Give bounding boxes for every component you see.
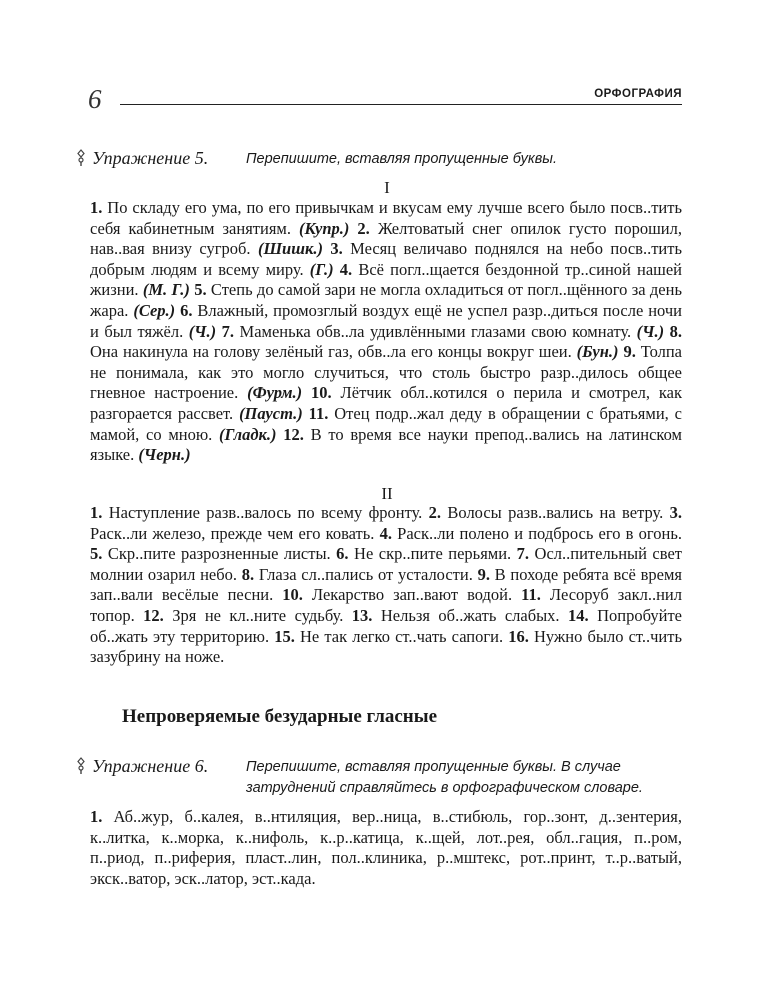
item-number: 4. <box>379 523 392 543</box>
sentence-text: В то время все науки препод..вались на латинском языке. <box>90 424 682 465</box>
exercise-6-label: Упражнение 6. <box>92 756 209 776</box>
page-header <box>88 84 682 124</box>
author-source: (Пауст.) <box>239 403 303 423</box>
exercise-marker-icon <box>74 149 88 167</box>
author-source: (Г.) <box>309 259 334 279</box>
item-number: 2. <box>349 218 370 238</box>
sentence-text: Нужно было ст..чить зазубрину на ноже. <box>90 626 682 667</box>
sentence-text: Попробуйте об..жать эту территорию. <box>90 605 682 646</box>
sentence-text: Всё погл..щается бездонной тр..синой нашей жизни. <box>90 259 683 300</box>
item-number: 9. <box>618 342 636 362</box>
sentence-text: Раск..ли полено и подбрось его в огонь. <box>391 523 682 543</box>
item-number: 1. <box>90 503 103 522</box>
exercise-6-instruction: Перепишите, вставляя пропущенные буквы. В случае затруднений справляйтесь в орфографическом словаре. <box>246 759 643 796</box>
item-number: 12. <box>276 424 304 444</box>
exercise-5-part-2-text <box>90 503 682 668</box>
item-number: 3. <box>322 239 343 259</box>
sentence-text: Толпа не понимала, как это могло случиться, что столь быстро разр..дилось общее гневное настроение. <box>90 342 682 403</box>
sentence-text: Месяц величаво поднялся на небо посв..тить добрым людям и всему миру. <box>90 239 682 279</box>
sentence-text: Лекарство зап..вают водой. <box>302 585 522 605</box>
author-source: (Купр.) <box>299 218 350 238</box>
item-number: 6. <box>175 300 193 320</box>
exercise-5-part-1-text <box>90 198 682 466</box>
sentence-text: Она накинула на голову зелёный газ, обв..ла его концы вокруг шеи. <box>90 342 577 362</box>
part-1-label: I <box>384 178 390 197</box>
author-source: (Ч.) <box>188 321 217 341</box>
exercise-5-label: Упражнение 5. <box>92 148 209 168</box>
sentence-text: Скр..пите разрозненные листы. <box>102 544 337 564</box>
exercise-5-instruction: Перепишите, вставляя пропущенные буквы. <box>246 151 557 167</box>
author-source: (М. Г.) <box>142 280 190 300</box>
sentence-text: Зря не кл..ните судьбу. <box>163 605 352 625</box>
item-number: 3. <box>669 503 682 522</box>
header-rule <box>120 104 682 105</box>
section-title: ОРФОГРАФИЯ <box>594 88 682 100</box>
sentence-text: Наступление разв..валось по всему фронту. <box>102 503 429 522</box>
author-source: (Черн.) <box>138 445 191 465</box>
item-number: 15. <box>274 626 295 646</box>
author-source: (Сер.) <box>133 300 176 320</box>
part-2-label: II <box>381 484 393 503</box>
item-number: 4. <box>333 259 353 279</box>
item-number: 11. <box>302 403 329 423</box>
author-source: (Фурм.) <box>247 383 303 403</box>
sentence-text: Волосы разв..вались на ветру. <box>441 503 670 522</box>
sentence-text: Лётчик обл..котился о перила и смотрел, как разгорается рассвет. <box>90 383 683 423</box>
sentence-text: Лесоруб закл..нил топор. <box>90 585 682 625</box>
sentence-text: Глаза сл..пались от усталости. <box>254 564 478 584</box>
item-number: 7. <box>516 544 530 564</box>
item-number: 8. <box>664 321 683 341</box>
sentence-text: Отец подр..жал деду в обращении с братьями, с мамой, со мною. <box>90 403 683 444</box>
exercise-marker-icon <box>74 757 88 775</box>
sentence-text: Не скр..пите перьями. <box>348 544 517 564</box>
sentence-text: Аб..жур, б..калея, в..нтиляция, вер..ница, в..стибюль, гор..зонт, д..зентерия, к..литка, к..морка, к..нифоль, к..р..катица, к..щей, лот..рея, обл..гация, п..ром, п..риод, п..риферия, пласт..лин, пол..клиника, р..мштекс, рот..принт, т..р..ватый, экск..ватор, эск..латор, эст..када. <box>90 807 682 888</box>
sentence-text: Раск..ли железо, прежде чем его ковать. <box>90 523 380 543</box>
item-number: 2. <box>428 503 442 522</box>
sentence-text: В походе ребята всё время зап..вали весёлые песни. <box>90 564 682 605</box>
sentence-text: Влажный, промозглый воздух ещё не успел разр..диться после ночи и был тяжёл. <box>90 300 682 341</box>
item-number: 5. <box>90 544 103 564</box>
author-source: (Шишк.) <box>257 239 323 259</box>
sentence-text: Степь до самой зари не могла охладиться от погл..щённого за день жара. <box>90 280 682 320</box>
item-number: 10. <box>282 585 303 605</box>
item-number: 7. <box>216 321 235 341</box>
item-number: 16. <box>508 626 529 646</box>
sentence-text: Нельзя об..жать слабых. <box>372 605 569 625</box>
sentence-text: Осл..пительный свет молнии озарил небо. <box>90 544 682 584</box>
item-number: 12. <box>143 605 164 625</box>
author-source: (Бун.) <box>576 342 619 362</box>
item-number: 1. <box>90 198 103 217</box>
sentence-text: Маменька обв..ла удивлёнными глазами свою комнату. <box>234 321 637 341</box>
item-number: 8. <box>241 564 255 584</box>
item-number: 11. <box>521 585 541 605</box>
sentence-text: Не так легко ст..чать сапоги. <box>294 626 509 646</box>
page-number: 6 <box>88 84 102 114</box>
item-number: 10. <box>302 383 332 403</box>
item-number: 13. <box>351 605 373 625</box>
item-number: 5. <box>189 280 207 300</box>
item-number: 1. <box>90 807 103 826</box>
author-source: (Гладк.) <box>219 424 277 444</box>
item-number: 6. <box>336 544 349 564</box>
sentence-text: Желтоватый снег опилок густо порошил, нав..вая внизу сугроб. <box>90 218 682 259</box>
item-number: 14. <box>568 605 589 625</box>
item-number: 9. <box>477 564 490 584</box>
sentence-text: По складу его ума, по его привычкам и вкусам ему лучше всего было посв..тить себя кабинетным занятиям. <box>90 198 682 238</box>
author-source: (Ч.) <box>636 321 665 341</box>
subsection-title: Непроверяемые безударные гласные <box>122 706 438 727</box>
exercise-6-text <box>90 807 682 889</box>
